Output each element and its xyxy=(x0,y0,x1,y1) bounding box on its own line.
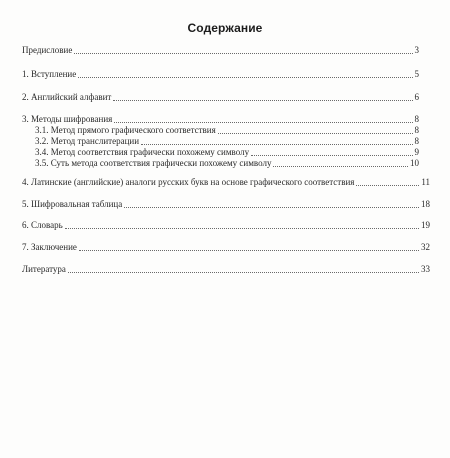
toc-entry-latin-analogues xyxy=(22,176,430,188)
dot-leader xyxy=(218,133,413,134)
page-title: Содержание xyxy=(187,21,263,35)
toc-entry-page: 33 xyxy=(421,264,430,274)
toc-entry-label: 7. Заключение xyxy=(22,242,77,252)
dot-leader xyxy=(79,250,419,251)
toc-entry-page: 19 xyxy=(421,220,430,230)
toc-entry-label: 3.1. Метод прямого графического соответствия xyxy=(35,125,216,135)
dot-leader xyxy=(251,155,412,156)
toc-entry-page: 32 xyxy=(421,242,430,252)
toc-entry-page: 8 xyxy=(414,125,419,135)
toc-entry-label: 2. Английский алфавит xyxy=(22,92,112,102)
toc-entry-cipher-table xyxy=(22,198,430,210)
dot-leader xyxy=(124,207,419,208)
dot-leader xyxy=(68,272,419,273)
toc-entry-label: 3.2. Метод транслитерации xyxy=(35,136,140,146)
toc-entry-page: 9 xyxy=(414,147,419,157)
dot-leader xyxy=(356,185,419,186)
toc-entry-label: 1. Вступление xyxy=(22,69,77,79)
toc-entry-label: Предисловие xyxy=(22,45,73,55)
toc-entry-page: 5 xyxy=(414,69,419,79)
toc-entry-page: 8 xyxy=(414,114,419,124)
dot-leader xyxy=(273,166,408,167)
toc-entry-page: 11 xyxy=(421,177,430,187)
dot-leader xyxy=(141,144,412,145)
toc-entry-english-alphabet xyxy=(22,91,419,103)
dot-leader xyxy=(113,100,412,101)
toc-entry-label: 4. Латинские (английские) аналоги русских букв на основе графического соответствия xyxy=(22,177,355,187)
toc-entry-page: 18 xyxy=(421,199,430,209)
toc-entry-label: 5. Шифровальная таблица xyxy=(22,199,123,209)
toc-entry-page: 10 xyxy=(410,158,419,168)
toc-entry-preface xyxy=(22,44,419,56)
toc-entry-label: 3.4. Метод соответствия графически похожему символу xyxy=(35,147,250,157)
toc-entry-page: 3 xyxy=(414,45,419,55)
toc-entry-conclusion xyxy=(22,241,430,253)
toc-entry-page: 8 xyxy=(414,136,419,146)
toc-entry-introduction xyxy=(22,68,419,80)
toc-entry-dictionary xyxy=(22,219,430,231)
dot-leader xyxy=(78,77,412,78)
dot-leader xyxy=(65,228,419,229)
dot-leader xyxy=(114,122,412,123)
toc-entry-references xyxy=(22,263,430,275)
toc-entry-similar-symbol-essence xyxy=(35,157,419,169)
toc-entry-label: 3.5. Суть метода соответствия графически похожему символу xyxy=(35,158,272,168)
toc-entry-label: Литература xyxy=(22,264,66,274)
toc-entry-label: 6. Словарь xyxy=(22,220,63,230)
toc-entry-label: 3. Методы шифрования xyxy=(22,114,113,124)
toc-entry-page: 6 xyxy=(414,92,419,102)
dot-leader xyxy=(74,53,412,54)
